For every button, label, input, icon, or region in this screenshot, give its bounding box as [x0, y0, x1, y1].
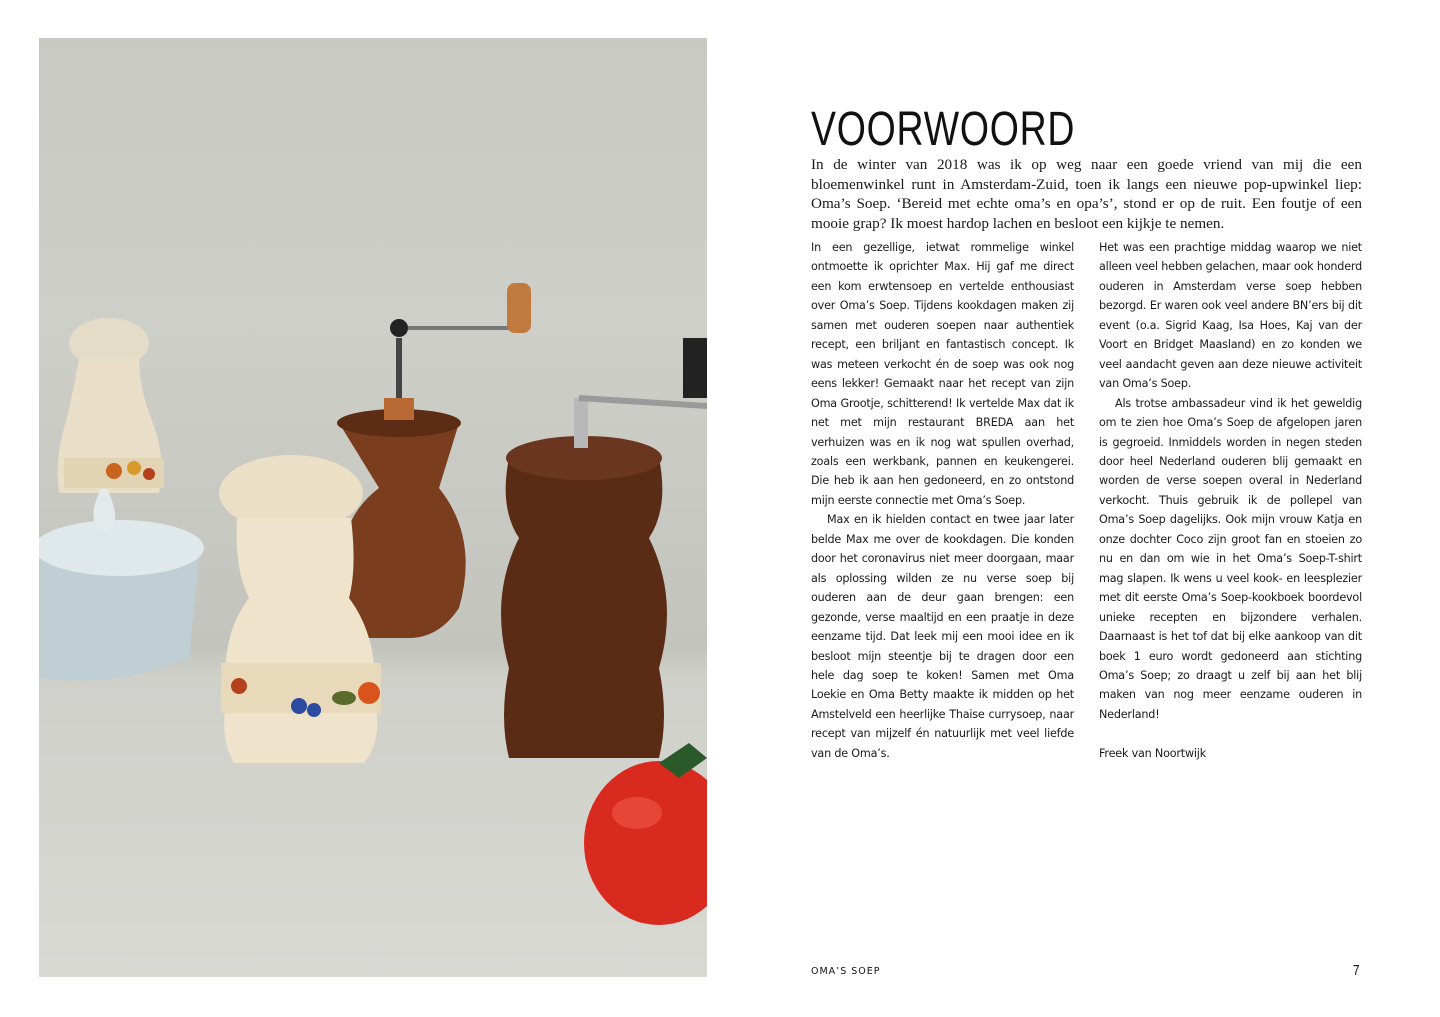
- body-column-left: [811, 238, 1074, 763]
- author-signature: Freek van Noortwijk: [1099, 746, 1206, 760]
- still-life-illustration: [39, 38, 707, 977]
- wooden-grinder-light: [337, 283, 531, 638]
- cover-photo: [39, 38, 707, 977]
- body-paragraph: Het was een prachtige middag waarop we niet alleen veel hebben gelachen, maar ook honderd ouderen in Amsterdam verse soep hebben bezorgd. Er waren ook veel andere BN’ers bij dit event (o.a. Sigrid Kaag, Isa Hoes, Kaj van der Voort en Bridget Maasland) en zo konden we veel aandacht geven aan deze nieuwe activiteit van Oma’s Soep.: [1099, 241, 1362, 391]
- intro-paragraph: In de winter van 2018 was ik op weg naar een goede vriend van mij die een bloemenwinkel runt in Amsterdam-Zuid, toen ik langs een nieuwe pop-upwinkel liep: Oma’s Soep. ‘Bereid met echte oma’s en opa’s’, stond er op de ruit. Een foutje of een mooie grap? Ik moest hardop lachen en besloot een kijkje te nemen.: [811, 156, 1362, 232]
- back-salt-shaker: [58, 318, 164, 493]
- tomato: [584, 743, 707, 925]
- page-title: VOORWOORD: [811, 103, 1076, 157]
- body-paragraph: In een gezellige, ietwat rommelige winkel ontmoette ik oprichter Max. Hij gaf me direct een kom erwtensoep en vertelde enthousiast over Oma’s Soep. Tijdens kookdagen maken zij samen met ouderen soepen naar authentiek recept, een briljant en fantastisch concept. Ik was meteen verkocht én de soep was ook nog eens lekker! Gemaakt naar het recept van zijn Oma Grootje, schitterend! Ik vertelde Max dat ik net met mijn restaurant BREDA aan het verhuizen was en ik nog wat spullen overhad, zoals een werkbank, pannen en keukengerei. Die heb ik aan hen gedoneerd, en zo ontstond mijn eerste connectie met Oma’s Soep.: [811, 241, 1074, 507]
- wooden-grinder-dark: [501, 338, 707, 758]
- running-title: OMA’S SOEP: [811, 966, 881, 977]
- body-paragraph: Als trotse ambassadeur vind ik het geweldig om te zien hoe Oma’s Soep de afgelopen jaren is gegroeid. Inmiddels worden in negen steden door heel Nederland ouderen blij gemaakt en worden de verse soepen overal in Nederland verkocht. Thuis gebruik ik de pollepel van Oma’s Soep dagelijks. Ook mijn vrouw Katja en onze dochter Coco zijn groot fan en stoeien zo nu en dan om wie in het Oma’s Soep-T-shirt mag slapen. Ik wens u veel kook- en leesplezier met dit eerste Oma’s Soep-kookboek boordevol unieke recepten en bijzondere verhalen. Daarnaast is het tof dat bij elke aankoop van dit boek 1 euro wordt gedoneerd aan stichting Oma’s Soep; zo draagt u zelf bij aan het blij maken van nog meer eenzame ouderen in Nederland!: [1099, 396, 1362, 721]
- body-paragraph: Max en ik hielden contact en twee jaar later belde Max me over de kookdagen. Die konden door het coronavirus niet meer doorgaan, maar als oplossing wilden ze nu verse soep bij ouderen aan de deur gaan brengen: een gezonde, verse maaltijd en een praatje in deze eenzame tijd. Dat leek mij een mooi idee en ik besloot mijn steentje bij te dragen door een hele dag soep te koken! Samen met Oma Loekie en Oma Betty maakte ik midden op het Amstelveld een heerlijke Thaise currysoep, naar recept van mijzelf én natuurlijk met veel liefde van de Oma’s.: [811, 513, 1074, 760]
- page-number: 7: [1352, 962, 1360, 979]
- body-column-right: [1099, 238, 1362, 763]
- blue-dish: [39, 488, 204, 681]
